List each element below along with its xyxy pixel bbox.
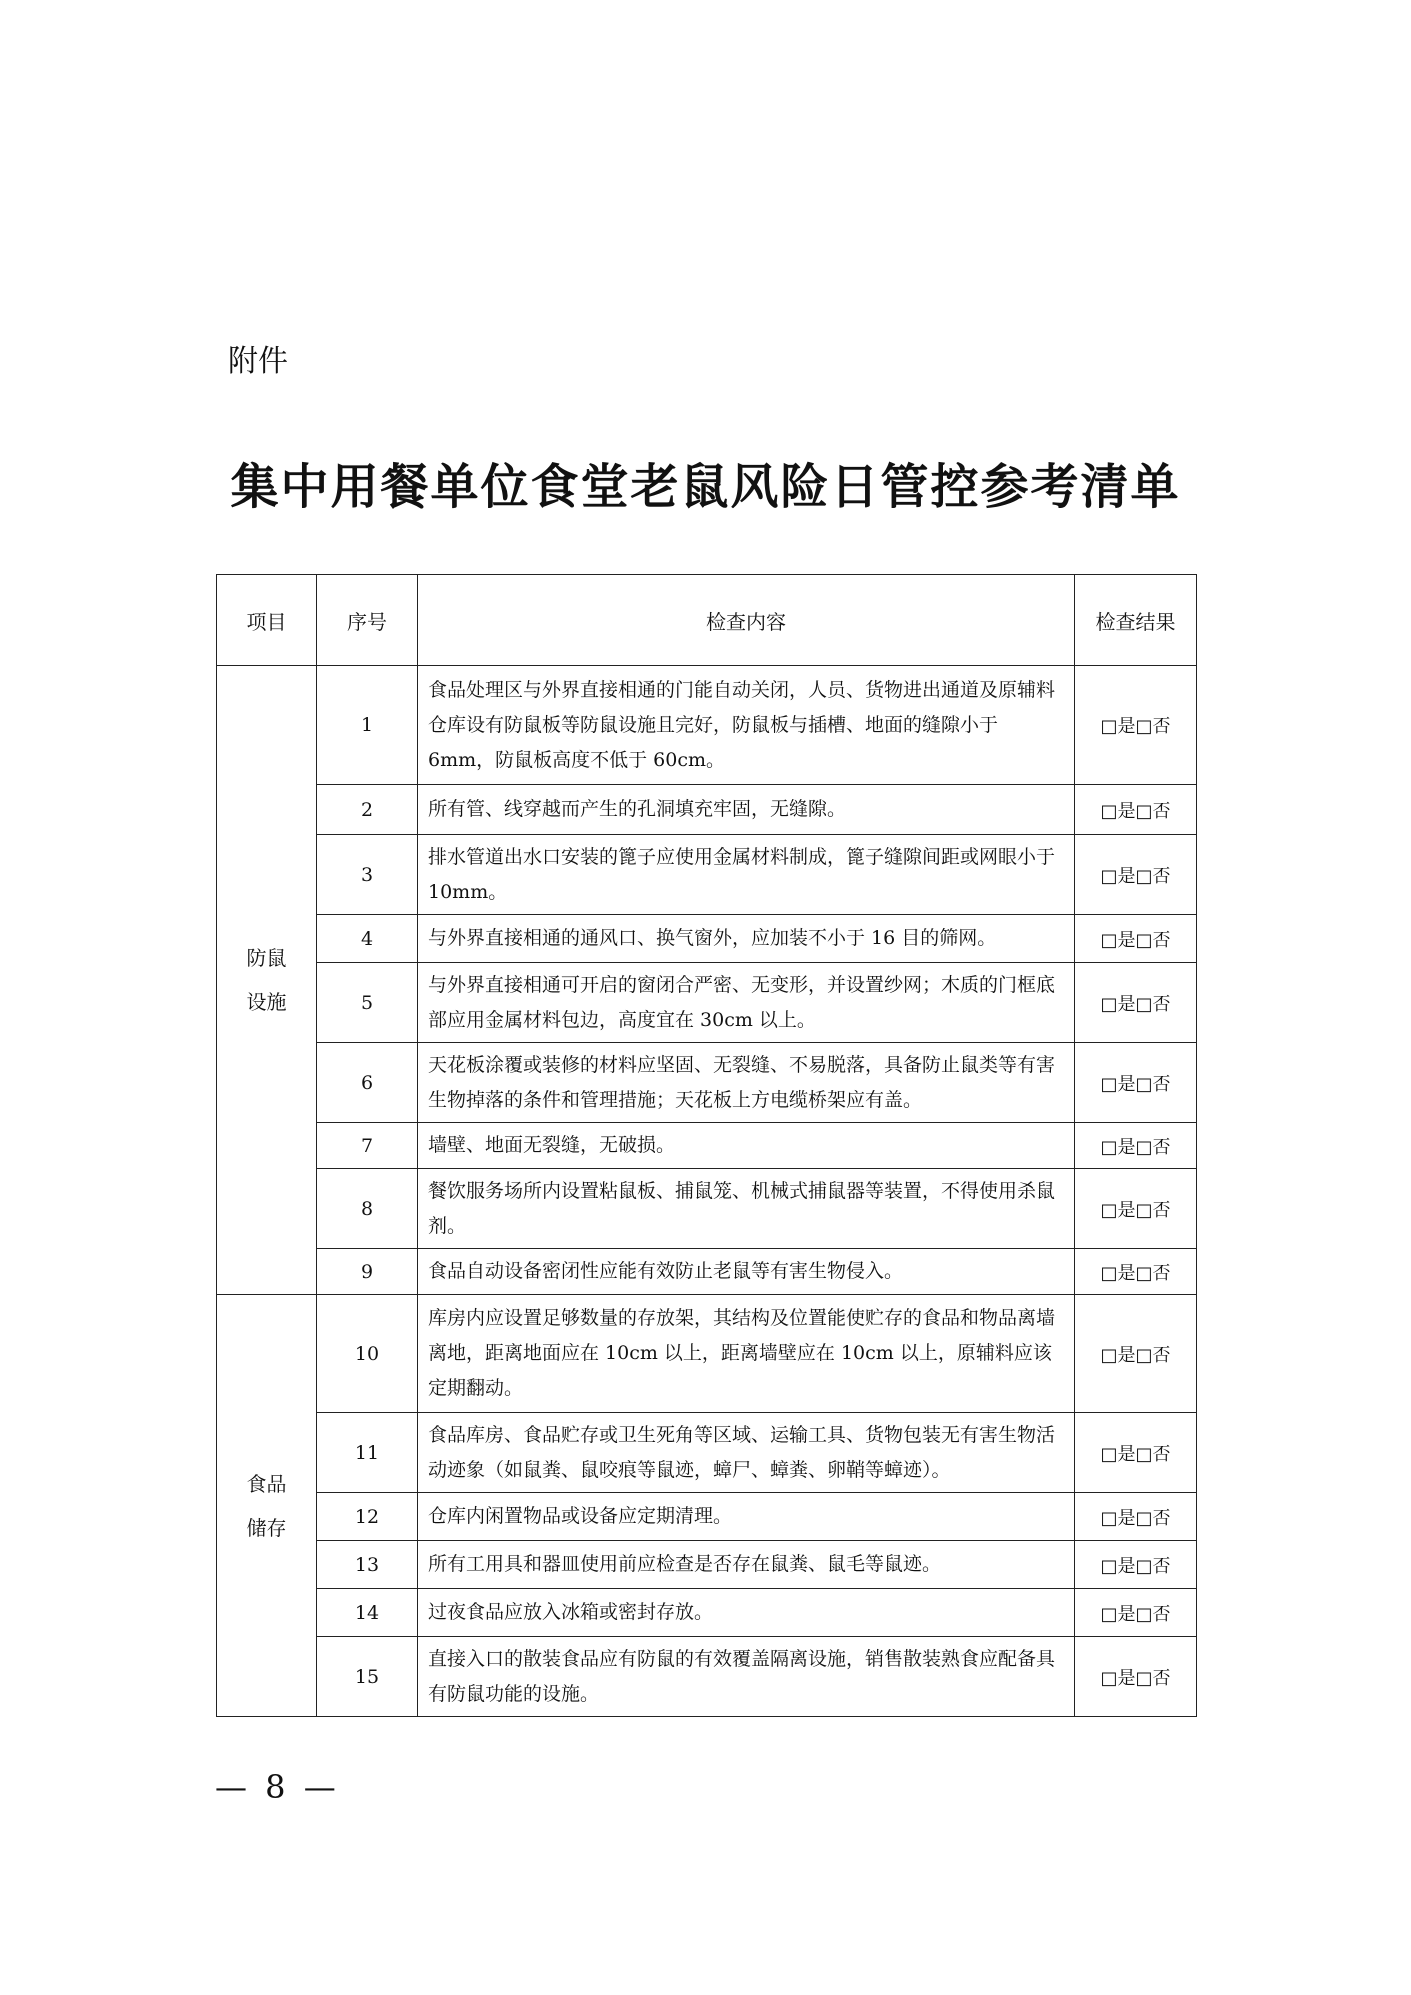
row-number: 10: [317, 1295, 418, 1413]
row-content: 食品自动设备密闭性应能有效防止老鼠等有害生物侵入。: [418, 1249, 1075, 1295]
row-content: 餐饮服务场所内设置粘鼠板、捕鼠笼、机械式捕鼠器等装置，不得使用杀鼠剂。: [418, 1169, 1075, 1249]
row-number: 9: [317, 1249, 418, 1295]
row-result-checkboxes[interactable]: □是□否: [1075, 1637, 1197, 1717]
header-content: 检查内容: [418, 575, 1075, 666]
table-row: [217, 1169, 1197, 1249]
row-number: 11: [317, 1413, 418, 1493]
table-row: [217, 1541, 1197, 1589]
row-content: 排水管道出水口安装的篦子应使用金属材料制成，篦子缝隙间距或网眼小于 10mm。: [418, 835, 1075, 915]
row-content: 与外界直接相通可开启的窗闭合严密、无变形，并设置纱网；木质的门框底部应用金属材料包边，高度宜在 30cm 以上。: [418, 963, 1075, 1043]
row-result-checkboxes[interactable]: □是□否: [1075, 1169, 1197, 1249]
row-number: 6: [317, 1043, 418, 1123]
row-result-checkboxes[interactable]: □是□否: [1075, 1589, 1197, 1637]
row-result-checkboxes[interactable]: □是□否: [1075, 963, 1197, 1043]
row-result-checkboxes[interactable]: □是□否: [1075, 1249, 1197, 1295]
row-result-checkboxes[interactable]: □是□否: [1075, 1043, 1197, 1123]
row-number: 14: [317, 1589, 418, 1637]
table-row: [217, 1249, 1197, 1295]
table-row: [217, 666, 1197, 785]
row-result-checkboxes[interactable]: □是□否: [1075, 785, 1197, 835]
row-number: 5: [317, 963, 418, 1043]
row-content: 所有管、线穿越而产生的孔洞填充牢固，无缝隙。: [418, 785, 1075, 835]
table-row: [217, 963, 1197, 1043]
checklist-table: [216, 574, 1197, 1717]
row-content: 直接入口的散装食品应有防鼠的有效覆盖隔离设施，销售散装熟食应配备具有防鼠功能的设施。: [418, 1637, 1075, 1717]
row-number: 4: [317, 915, 418, 963]
row-content: 食品处理区与外界直接相通的门能自动关闭，人员、货物进出通道及原辅料仓库设有防鼠板等防鼠设施且完好，防鼠板与插槽、地面的缝隙小于 6mm，防鼠板高度不低于 60cm。: [418, 666, 1075, 785]
table-row: [217, 1413, 1197, 1493]
page-number: — 8 —: [215, 1768, 340, 1806]
row-content: 与外界直接相通的通风口、换气窗外，应加装不小于 16 目的筛网。: [418, 915, 1075, 963]
row-result-checkboxes[interactable]: □是□否: [1075, 1123, 1197, 1169]
row-result-checkboxes[interactable]: □是□否: [1075, 835, 1197, 915]
row-number: 3: [317, 835, 418, 915]
row-result-checkboxes[interactable]: □是□否: [1075, 1295, 1197, 1413]
row-number: 7: [317, 1123, 418, 1169]
table-row: [217, 835, 1197, 915]
table-row: [217, 915, 1197, 963]
row-number: 15: [317, 1637, 418, 1717]
row-content: 所有工用具和器皿使用前应检查是否存在鼠粪、鼠毛等鼠迹。: [418, 1541, 1075, 1589]
row-content: 食品库房、食品贮存或卫生死角等区域、运输工具、货物包装无有害生物活动迹象（如鼠粪、鼠咬痕等鼠迹，蟑尸、蟑粪、卵鞘等蟑迹）。: [418, 1413, 1075, 1493]
category-label: 食品储存: [246, 1471, 287, 1540]
category-cell: [217, 1295, 317, 1717]
row-number: 8: [317, 1169, 418, 1249]
row-content: 墙壁、地面无裂缝，无破损。: [418, 1123, 1075, 1169]
row-content: 库房内应设置足够数量的存放架，其结构及位置能使贮存的食品和物品离墙离地，距离地面应在 10cm 以上，距离墙壁应在 10cm 以上，原辅料应该定期翻动。: [418, 1295, 1075, 1413]
row-number: 2: [317, 785, 418, 835]
header-result: 检查结果: [1075, 575, 1197, 666]
table-row: [217, 1295, 1197, 1413]
attachment-label: 附件: [228, 344, 288, 379]
row-number: 13: [317, 1541, 418, 1589]
row-result-checkboxes[interactable]: □是□否: [1075, 915, 1197, 963]
header-number: 序号: [317, 575, 418, 666]
table-row: [217, 1043, 1197, 1123]
table-row: [217, 1637, 1197, 1717]
row-number: 12: [317, 1493, 418, 1541]
row-result-checkboxes[interactable]: □是□否: [1075, 666, 1197, 785]
table-header-row: [217, 575, 1197, 666]
header-category: 项目: [217, 575, 317, 666]
row-content: 仓库内闲置物品或设备应定期清理。: [418, 1493, 1075, 1541]
table-row: [217, 1589, 1197, 1637]
table-row: [217, 1493, 1197, 1541]
category-cell: [217, 666, 317, 1295]
row-result-checkboxes[interactable]: □是□否: [1075, 1413, 1197, 1493]
page-title: 集中用餐单位食堂老鼠风险日管控参考清单: [230, 459, 1181, 515]
row-result-checkboxes[interactable]: □是□否: [1075, 1493, 1197, 1541]
row-result-checkboxes[interactable]: □是□否: [1075, 1541, 1197, 1589]
row-number: 1: [317, 666, 418, 785]
row-content: 天花板涂覆或装修的材料应坚固、无裂缝、不易脱落，具备防止鼠类等有害生物掉落的条件和管理措施；天花板上方电缆桥架应有盖。: [418, 1043, 1075, 1123]
category-label: 防鼠设施: [246, 946, 287, 1014]
row-content: 过夜食品应放入冰箱或密封存放。: [418, 1589, 1075, 1637]
table-row: [217, 785, 1197, 835]
table-row: [217, 1123, 1197, 1169]
